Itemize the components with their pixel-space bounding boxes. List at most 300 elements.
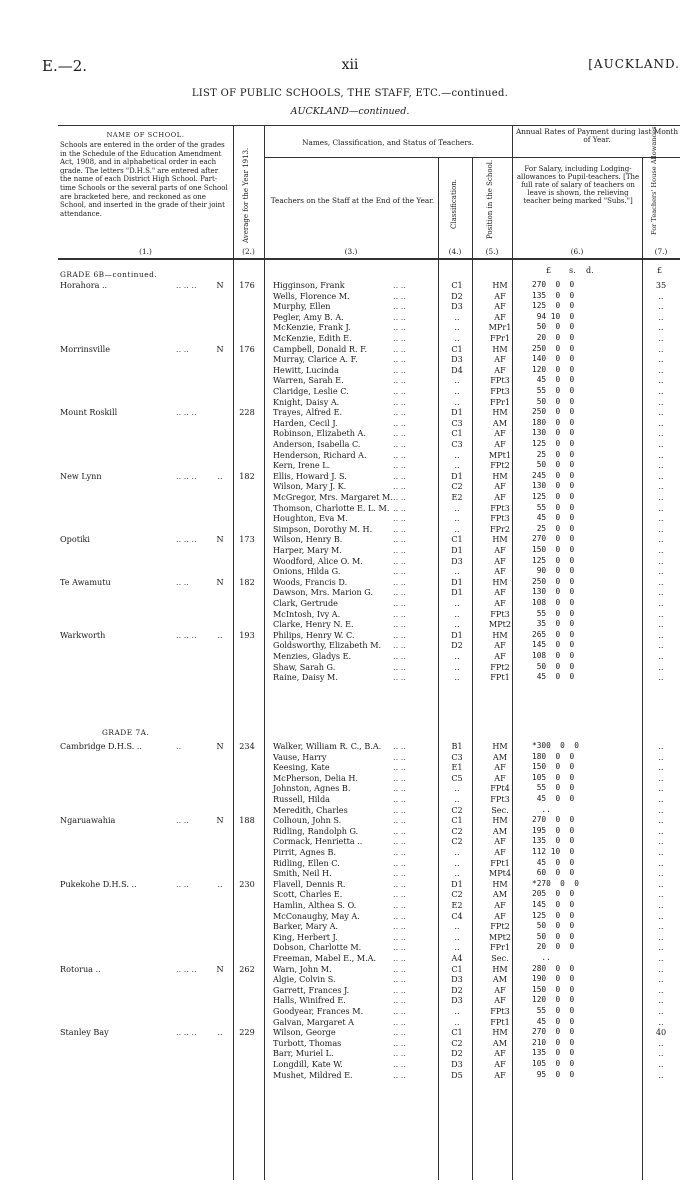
teacher-name: Robinson, Elizabeth A.	[273, 428, 366, 439]
salary: 55 0 0	[532, 386, 575, 395]
school-name: Morrinsville	[60, 343, 110, 354]
teacher-name: Keesing, Kate	[273, 762, 330, 773]
salary: 145 0 0	[532, 900, 575, 909]
teacher-name: Philips, Henry W. C.	[273, 629, 355, 640]
position: HM	[492, 629, 508, 640]
classification: ..	[454, 311, 460, 322]
teacher-name: Vause, Harry	[273, 751, 327, 762]
house-allowance: ..	[658, 995, 664, 1006]
position: HM	[492, 576, 508, 587]
position: AF	[494, 481, 506, 492]
classification: D5	[451, 1069, 463, 1080]
position: AF	[494, 598, 506, 608]
table-row	[58, 868, 680, 878]
position: FPt2	[490, 460, 510, 471]
classification: ..	[454, 502, 460, 513]
salary: 150 0 0	[532, 762, 575, 772]
leader-dots: .. ..	[393, 513, 406, 524]
salary: 250 0 0	[532, 407, 575, 417]
teacher-name: Longdill, Kate W.	[273, 1059, 343, 1069]
classification: ..	[454, 672, 460, 683]
leader-dots: .. ..	[393, 836, 406, 847]
classification: C1	[451, 963, 463, 974]
table-row	[58, 630, 680, 640]
classification: ..	[454, 1016, 460, 1027]
average-attendance: 188	[239, 815, 255, 826]
leader-dots: .. ..	[393, 280, 406, 290]
leader-dots: .. ..	[393, 974, 406, 985]
salary: 125 0 0	[532, 301, 575, 311]
table-row	[58, 953, 680, 963]
school-flag: ..	[217, 878, 223, 889]
table-row	[58, 741, 680, 751]
house-allowance: ..	[658, 301, 664, 312]
table-row	[58, 1006, 680, 1016]
leader-dots: .. ..	[393, 921, 406, 932]
position: FPr1	[489, 333, 511, 343]
classification: ..	[454, 386, 460, 396]
leader-dots: .. ..	[393, 375, 406, 386]
leader-dots: .. ..	[393, 741, 406, 751]
salary: 95 0 0	[532, 1069, 575, 1079]
leader-dots: .. ..	[393, 931, 406, 942]
position: FPt4	[490, 783, 510, 794]
leader-dots: .. ..	[393, 386, 406, 396]
classification: C3	[451, 417, 463, 428]
house-allowance: ..	[658, 825, 664, 836]
table-row	[58, 640, 680, 650]
position: FPt3	[490, 794, 510, 804]
classification: ..	[454, 566, 460, 577]
classification: D3	[451, 301, 463, 312]
position: AF	[494, 651, 506, 661]
table-row	[58, 1027, 680, 1037]
salary: 55 0 0	[532, 502, 575, 512]
salary: 210 0 0	[532, 1037, 575, 1047]
table-row	[58, 995, 680, 1005]
school-flag: ..	[217, 629, 223, 640]
salary: 245 0 0	[532, 470, 575, 480]
leader-dots: .. ..	[393, 608, 406, 619]
table-row	[58, 365, 680, 375]
house-allowance: ..	[658, 481, 664, 492]
leader-dots: .. ..	[393, 651, 406, 661]
classification: E2	[451, 492, 463, 502]
leader-dots: .. ..	[393, 523, 406, 534]
salary: 45 0 0	[532, 857, 575, 867]
schools-table	[58, 125, 680, 1180]
position: AF	[494, 836, 506, 847]
table-row	[58, 794, 680, 804]
leader-dots: .. ..	[393, 354, 406, 365]
salary: 55 0 0	[532, 783, 575, 793]
position: AF	[494, 290, 506, 301]
position: AM	[492, 1037, 508, 1048]
position: HM	[492, 741, 508, 751]
col-num-5: (5.)	[485, 247, 499, 256]
house-allowance: ..	[658, 534, 664, 545]
house-allowance: ..	[658, 492, 664, 502]
house-allowance: ..	[658, 762, 664, 773]
classification: ..	[454, 1006, 460, 1016]
teacher-name: Menzies, Gladys E.	[273, 651, 352, 661]
house-allowance: ..	[658, 523, 664, 534]
salary: 140 0 0	[532, 354, 575, 364]
table-row	[58, 964, 680, 974]
position: HM	[492, 963, 508, 974]
teacher-name: Pirrit, Agnes B.	[273, 847, 337, 857]
table-subtitle: AUCKLAND—continued.	[290, 106, 410, 117]
classification: ..	[454, 333, 460, 343]
position: HM	[492, 280, 508, 290]
table-row	[58, 439, 680, 449]
salary: 190 0 0	[532, 974, 575, 984]
col-num-1: (1.)	[139, 247, 152, 256]
average-attendance: 173	[239, 534, 255, 545]
classification: E1	[451, 762, 463, 773]
school-name: Opotiki	[60, 534, 91, 545]
classification: ..	[454, 396, 460, 407]
teacher-name: Garrett, Frances J.	[273, 984, 350, 995]
house-allowance: ..	[658, 921, 664, 932]
teacher-name: Goldsworthy, Elizabeth M.	[273, 640, 382, 651]
position: FPt3	[490, 375, 510, 386]
average-attendance: 176	[239, 343, 255, 354]
teacher-name: Cormack, Henrietta ..	[273, 836, 363, 847]
classification: C4	[451, 910, 463, 921]
school-flag: N	[216, 741, 224, 751]
leader-dots: .. ..	[393, 847, 406, 857]
leader-dots: .. ..	[393, 942, 406, 953]
classification: D1	[451, 587, 463, 598]
salary: 270 0 0	[532, 280, 575, 289]
house-allowance: ..	[658, 555, 664, 566]
classification: ..	[454, 322, 460, 333]
classification: C1	[451, 280, 463, 290]
leader-dots: .. ..	[393, 1069, 406, 1080]
table-row	[58, 566, 680, 576]
classification: C1	[451, 1027, 463, 1038]
salary: 125 0 0	[532, 492, 575, 501]
teacher-name: Claridge, Leslie C.	[273, 386, 349, 396]
leader-dots: ..	[176, 741, 182, 751]
position: AM	[492, 751, 508, 762]
salary: 45 0 0	[532, 794, 575, 803]
table-row	[58, 672, 680, 682]
average-attendance: 193	[239, 629, 255, 640]
col-num-3: (3.)	[344, 247, 358, 256]
salary: 270 0 0	[532, 1027, 575, 1037]
position: AF	[494, 995, 506, 1006]
table-row	[58, 1070, 680, 1080]
leader-dots: .. ..	[393, 428, 406, 439]
house-allowance: ..	[658, 1037, 664, 1048]
classification: C3	[451, 751, 463, 762]
table-row	[58, 911, 680, 921]
teacher-name: Turbott, Thomas	[273, 1037, 342, 1048]
salary: ..	[532, 804, 551, 814]
salary: 20 0 0	[532, 942, 575, 952]
house-allowance: ..	[658, 322, 664, 333]
position: FPr1	[489, 396, 511, 407]
salary: ..	[532, 953, 551, 962]
teacher-name: Wells, Florence M.	[273, 290, 350, 301]
position: FPt3	[490, 513, 510, 524]
leader-dots: .. ..	[393, 889, 406, 900]
school-flag: ..	[217, 1027, 223, 1038]
table-row	[58, 280, 680, 290]
position: Sec.	[491, 953, 509, 963]
leader-dots: .. ..	[393, 825, 406, 836]
teacher-name: Barker, Mary A.	[273, 921, 339, 932]
position: AF	[494, 910, 506, 921]
teacher-name: Freeman, Mabel E., M.A.	[273, 953, 377, 963]
classification: ..	[454, 619, 460, 630]
teacher-name: Simpson, Dorothy M. H.	[273, 523, 373, 534]
position: FPt1	[490, 857, 510, 868]
table-row	[58, 932, 680, 942]
position: MPt4	[488, 868, 512, 879]
leader-dots: .. ..	[393, 343, 406, 354]
leader-dots: .. ..	[393, 460, 406, 471]
classification: C1	[451, 534, 463, 545]
position: MPr1	[488, 322, 512, 333]
leader-dots: .. ..	[393, 407, 406, 418]
leader-dots: .. ..	[176, 343, 189, 354]
salary: 50 0 0	[532, 322, 575, 332]
classification: D3	[451, 995, 463, 1006]
position: FPt3	[490, 1006, 510, 1016]
house-allowance: ..	[658, 566, 664, 577]
salary: 25 0 0	[532, 449, 575, 459]
position: AM	[492, 974, 508, 985]
position: FPt1	[490, 672, 510, 683]
teacher-name: Galvan, Margaret A	[273, 1016, 354, 1027]
leader-dots: .. ..	[393, 963, 406, 974]
salary: 125 0 0	[532, 439, 575, 448]
classification: E2	[451, 900, 463, 910]
position: AF	[494, 566, 506, 577]
classification: C3	[451, 439, 463, 449]
house-allowance: ..	[658, 661, 664, 672]
teacher-name: Ridling, Randolph G.	[273, 825, 359, 836]
salary: 108 0 0	[532, 598, 575, 607]
leader-dots: .. ..	[393, 1048, 406, 1059]
table-row	[58, 900, 680, 910]
teacher-name: Shaw, Sarah G.	[273, 661, 336, 672]
teacher-name: Higginson, Frank	[273, 280, 345, 290]
table-row	[58, 503, 680, 513]
teacher-name: Mushet, Mildred E.	[273, 1069, 353, 1080]
house-allowance: ..	[658, 804, 664, 815]
pence-symbol: d.	[586, 266, 594, 275]
teacher-name: McConaughy, May A.	[273, 910, 360, 921]
house-allowance: ..	[658, 1048, 664, 1059]
salary: 112 10 0	[532, 847, 575, 856]
school-name: Cambridge D.H.S. ..	[60, 741, 143, 751]
teacher-name: Onions, Hilda G.	[273, 566, 341, 577]
col-num-4: (4.)	[448, 247, 462, 256]
table-row	[58, 783, 680, 793]
table-row	[58, 858, 680, 868]
teacher-name: Goodyear, Frances M.	[273, 1006, 364, 1016]
house-allowance: ..	[658, 815, 664, 826]
table-row	[58, 397, 680, 407]
salary: 270 0 0	[532, 815, 575, 825]
salary: 135 0 0	[532, 836, 575, 846]
teacher-name: McPherson, Delia H.	[273, 772, 359, 783]
classification: D2	[451, 984, 463, 995]
leader-dots: .. ..	[393, 857, 406, 868]
salary: 150 0 0	[532, 984, 575, 994]
leader-dots: .. ..	[393, 772, 406, 783]
house-allowance: ..	[658, 942, 664, 953]
table-row	[58, 662, 680, 672]
teacher-name: Colhoun, John S.	[273, 815, 342, 826]
salary: 280 0 0	[532, 963, 575, 973]
position: AF	[494, 1069, 506, 1080]
average-attendance: 228	[239, 407, 255, 418]
salary: 120 0 0	[532, 364, 575, 374]
leader-dots: .. ..	[393, 333, 406, 343]
leader-dots: .. ..	[393, 1059, 406, 1069]
classification: D1	[451, 576, 463, 587]
house-allowance: ..	[658, 619, 664, 630]
teacher-name: Russell, Hilda	[273, 794, 330, 804]
house-allowance: ..	[658, 836, 664, 847]
school-name: Mount Roskill	[60, 407, 118, 418]
teacher-name: Wilson, Henry B.	[273, 534, 343, 545]
school-flag: N	[216, 280, 224, 290]
leader-dots: .. ..	[393, 878, 406, 889]
leader-dots: .. ..	[393, 566, 406, 577]
leader-dots: .. .. ..	[176, 280, 197, 290]
average-attendance: 234	[239, 741, 255, 751]
teacher-name: Warn, John M.	[273, 963, 332, 974]
house-allowance: ..	[658, 963, 664, 974]
school-name: Ngaruawahia	[60, 815, 116, 826]
position: AF	[494, 847, 506, 857]
classification: ..	[454, 794, 460, 804]
position: AF	[494, 301, 506, 312]
table-row	[58, 762, 680, 772]
position: FPt3	[490, 386, 510, 396]
teacher-name: Wilson, George	[273, 1027, 336, 1038]
school-flag: ..	[217, 470, 223, 481]
classification: D3	[451, 974, 463, 985]
position: AM	[492, 417, 508, 428]
salary: 150 0 0	[532, 545, 575, 554]
salary-col-header: For Salary, including Lodging-allowances to Pupil-teachers. [The full rate of salary of teachers on leave is shown, the relieving teacher being marked "Subs."]	[516, 165, 640, 205]
salary: 130 0 0	[532, 587, 575, 597]
teacher-name: Smith, Neil H.	[273, 868, 332, 879]
teacher-name: Houghton, Eva M.	[273, 513, 348, 524]
table-row	[58, 428, 680, 438]
leader-dots: .. ..	[393, 322, 406, 333]
salary: 145 0 0	[532, 640, 575, 650]
classification: ..	[454, 608, 460, 619]
classification: D3	[451, 1059, 463, 1069]
classification: ..	[454, 868, 460, 879]
salary: 45 0 0	[532, 375, 575, 385]
teacher-name: Murphy, Ellen	[273, 301, 331, 312]
salary: 25 0 0	[532, 523, 575, 533]
table-row	[58, 556, 680, 566]
house-allowance: ..	[658, 354, 664, 365]
classification: C5	[451, 772, 463, 783]
table-row	[58, 773, 680, 783]
classification: C1	[451, 343, 463, 354]
leader-dots: .. ..	[393, 751, 406, 762]
salary: 180 0 0	[532, 751, 575, 761]
leader-dots: .. ..	[393, 587, 406, 598]
salary: 130 0 0	[532, 481, 575, 491]
teacher-name: Campbell, Donald R. F.	[273, 343, 368, 354]
house-allowance: ..	[658, 794, 664, 804]
position: FPt2	[490, 661, 510, 672]
leader-dots: .. .. ..	[176, 1027, 197, 1038]
house-allowance: ..	[658, 502, 664, 513]
table-row	[58, 879, 680, 889]
position: AF	[494, 364, 506, 375]
table-row	[58, 1048, 680, 1058]
position: HM	[492, 815, 508, 826]
house-allowance: ..	[658, 651, 664, 661]
leader-dots: .. .. ..	[176, 963, 197, 974]
classification: ..	[454, 513, 460, 524]
average-attendance: 182	[239, 576, 255, 587]
classification: D2	[451, 1048, 463, 1059]
position: AF	[494, 545, 506, 555]
position: HM	[492, 1027, 508, 1038]
house-allowance: ..	[658, 1059, 664, 1069]
position: FPt2	[490, 921, 510, 932]
house-allowance: ..	[658, 868, 664, 879]
position: AM	[492, 825, 508, 836]
leader-dots: .. ..	[393, 1027, 406, 1038]
house-allowance: ..	[658, 608, 664, 619]
house-allowance: ..	[658, 407, 664, 418]
teacher-name: Flavell, Dennis R.	[273, 878, 346, 889]
classification: D4	[451, 364, 463, 375]
leader-dots: .. ..	[393, 953, 406, 963]
teacher-name: Pegler, Amy B. A.	[273, 311, 344, 322]
school-flag: N	[216, 815, 224, 826]
house-allowance: ..	[658, 513, 664, 524]
col-num-2: (2.)	[242, 247, 255, 256]
table-row	[58, 1017, 680, 1027]
leader-dots: .. ..	[393, 555, 406, 566]
salary: 45 0 0	[532, 1016, 575, 1026]
classification: C2	[451, 1037, 463, 1048]
teacher-name: Hewitt, Lucinda	[273, 364, 339, 375]
leader-dots: .. ..	[393, 1016, 406, 1027]
teacher-name: Woods, Francis D.	[273, 576, 348, 587]
school-name: Horahora ..	[60, 280, 108, 290]
leader-dots: .. .. ..	[176, 629, 197, 640]
house-allowance: ..	[658, 311, 664, 322]
leader-dots: .. ..	[393, 449, 406, 460]
house-allowance: ..	[658, 364, 664, 375]
classification: C2	[451, 481, 463, 492]
school-name: New Lynn	[60, 470, 102, 481]
table-row	[58, 407, 680, 417]
leader-dots: .. ..	[393, 910, 406, 921]
position: HM	[492, 470, 508, 481]
house-allowance: ..	[658, 974, 664, 985]
leader-dots: .. ..	[393, 868, 406, 879]
average-attendance: 230	[239, 878, 255, 889]
